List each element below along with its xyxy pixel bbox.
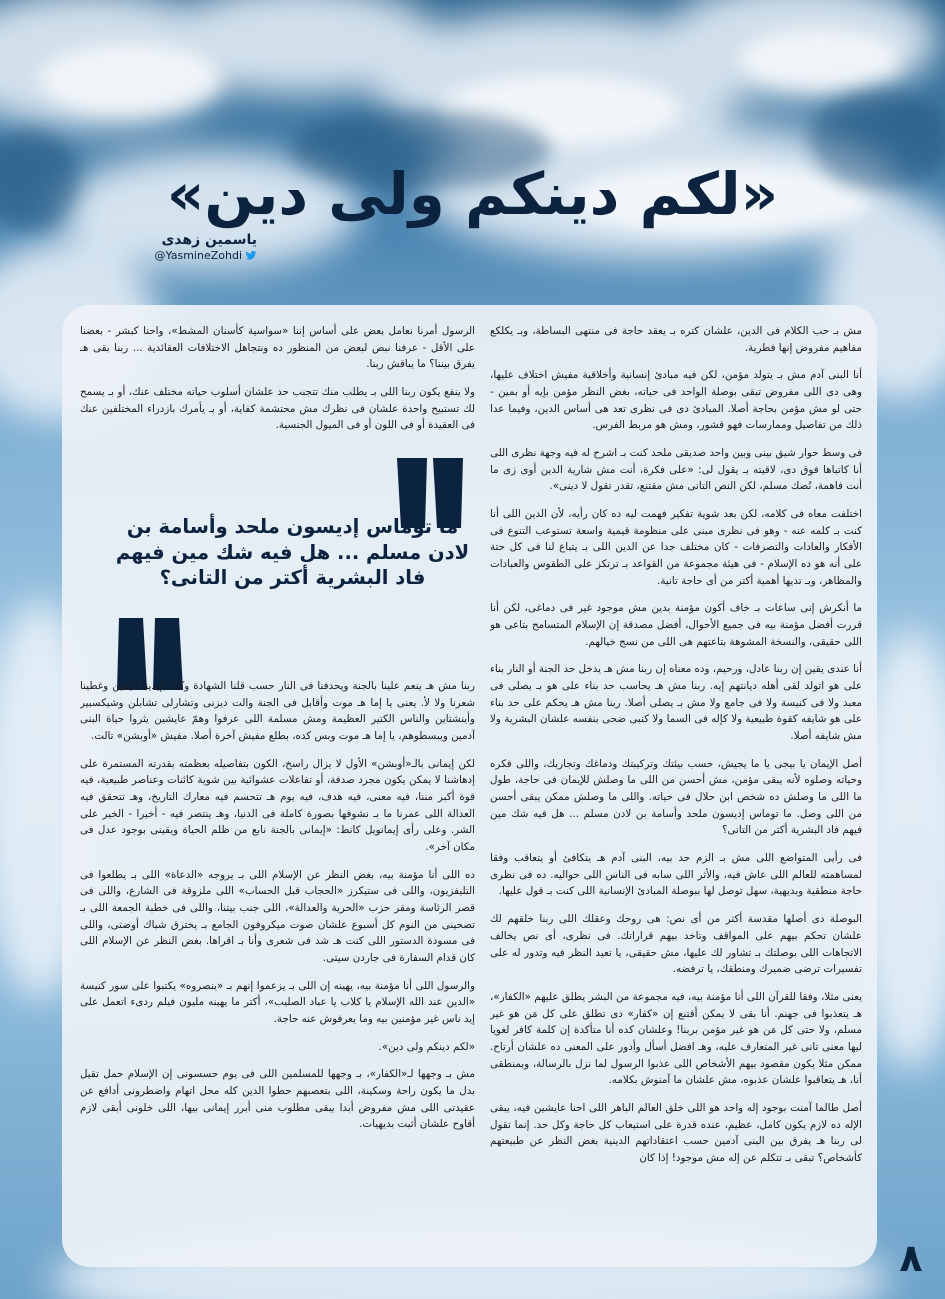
paragraph: فى رأيى المتواضع اللى مش بـ الزم حد بيه، البنى آدم هـ يتكافئ أو يتعاقب وفقا لمساهمته للعالم اللى عاش فيه، والأثر اللى سابه فى الناس اللى حواليه. ده فى نظرى حاجة منطقية وبديهية، سهل توصل لها ببوصلة المبادئ الإنسانية اللى كنت بـ قول عليها. [490, 852, 862, 898]
paragraph: البوصلة دى أصلها مقدسة أكتر من أى نص: هى روحك وعقلك اللى ربنا خلقهم لك علشان تحكم بيهم على المواقف وتاخد بيهم قراراتك. فى نظرى، أى نص يخالف الاتجاهات اللى بوصلتك بـ تشاور لك عليها، مش حقيقى، يا تعيد النظر فيه وتدور له على تفسيرات ترضى ضميرك ومنطقك، يا ترفضه. [490, 913, 862, 976]
paragraph: يعنى مثلا، وفقا للقرآن اللى أنا مؤمنة بيه، فيه مجموعة من البشر يطلق عليهم «الكفار»، هـ يتعذبوا فى جهنم. أنا بقى لا يمكن أقتنع إن «كفار» دى تطلق على كل مَن هو غير مسلم، ولا حتى كل مَن هو غير مؤمن بربنا! وعلشان كده أنا متأكدة إن كلمة كافر لغويا ليها معنى تانى غير المتعارف عليه، وهـ افضل أسأل وأدور على المعنى ده علشان أرتاح. ممكن مثلا يكون مقصود بيهم الأشخاص اللى عذبوا الرسول لما نزل بالرسالة، وبمنطقى أنا، هـ يتعاقبوا علشان عذبوه، مش علشان ما آمنوش بكلامه. [490, 990, 862, 1087]
paragraph: لكن إيمانى بالـ«أوبشن» الأول لا يزال راسخ، الكون بتفاصيله بعظمته بقدرته المستمرة على إدهاشنا لا يمكن يكون مجرد صدفة، أو تفاعلات عشوائية بين شوية كائنات وعناصر طبيعية، فيه قوة أكبر مننا، فيه معنى، فيه هدف، فيه يوم هـ تتحسم فيه معارك التاريخ، وهـ تتحقق فيه العدالة اللى عمرنا ما بـ نشوفها بصورة كاملة فى الدنيا، وهـ ينتصر فيه - أخيرا - الخير على الشر. وعلى رأى إيمانويل كانط: «إيمانى بالجنة نابع من ظلم الحياة ويقينى بوجود عدل فى مكان آخر». [80, 757, 475, 854]
paragraph: أصل الإيمان يا بيجى يا ما يجيش، حسب بيئتك وتركيبتك ودماغك وتجاربك، واللى فكره وحياته وصلوه لأنه يبقى مؤمن، مش أحسن من اللى ما وصلش للإيمان فى حاجة، طول ما اللى ما وصلش ده شخص ابن حلال فى حياته. واللى ما وصلش ممكن يبقى أحسن من اللى وصل. ما توماس إديسون ملحد وأسامة بن لادن مسلم ... هل فيه شك مين فيهم فاد البشرية أكتر من التانى؟ [490, 757, 862, 837]
pull-quote: ما توماس إديسون ملحد وأسامة بن لادن مسلم ... هل فيه شك مين فيهم فاد البشرية أكتر من التانى؟ [115, 515, 470, 590]
author-twitter[interactable] [155, 249, 257, 262]
paragraph: والرسول اللى أنا مؤمنة بيه، يهينه إن اللى بـ يزعموا إنهم بـ «ينصروه» يكتبوا على سور كنيسة «الدين عند الله الإسلام يا كلاب يا عباد الصليب»، أكتر ما يهينه مليون فيلم ردىء اتعمل على إيد ناس غير مؤمنين بيه وما يعرفوش عنه حاجة. [80, 979, 475, 1026]
paragraph: مش بـ وجهها لـ«الكفار»، بـ وجهها للمسلمين اللى فى يوم حسسونى إن الإسلام حمل تقيل بدل ما يكون راحة وسكينة، اللى بتعصبهم حطوا الدين كله محل اتهام واضطرونى أدافع عن عقيدتى اللى مش مفروض أبدا يبقى مطلوب منى أبرر إيمانى بيها، اللى خلونى أبقى لازم أقاوح علشان أثبت بديهيات. [80, 1068, 475, 1131]
paragraph: مش بـ حب الكلام فى الدين، علشان كتره بـ يعقد حاجة فى منتهى البساطة، وبـ يكلكع مفاهيم مفروض إنها فطرية. [490, 325, 862, 354]
paragraph: أصل طالما آمنت بوجود إله واحد هو اللى خلق العالم الباهر اللى احنا عايشين فيه، يبقى الإله ده لازم يكون كامل، عظيم، عنده قدرة على استيعاب كل حاجة وكل حد. إنما تقول لى ربنا هـ يفرق بين البنى آدمين حسب اعتقاداتهم الدينية بغض النظر عن طبيعتهم كأشخاص؟ تبقى بـ تتكلم عن إله مش موجود! إذا كان [490, 1101, 862, 1164]
author-handle[interactable]: @YasmineZohdi [154, 249, 242, 262]
article-column-left-top [80, 323, 475, 448]
closing-quote-icon [115, 600, 185, 690]
article-column-left-bottom [80, 678, 475, 1188]
paragraph: فى وسط حوار شيق بينى وبين واحد صديقى ملحد كنت بـ اشرح له فيه وجهة نظرى اللى أنا كاتباها فوق دى، لاقيته بـ يقول لى: «على فكرة، أنت مش شارية الدين أوى زى ما أنت فاهمة، نُصك مسلم، لكن النص التانى مش مقتنع، تقدر تقول لا دينى». [490, 447, 862, 493]
paragraph: ربنا مش هـ ينعم علينا بالجنة ويحدفنا فى النار حسب قلنا الشهادة وكلنا بإيدينا اليمين وغطينا شعرنا ولا لأ. يعنى يا إما هـ موت وأقابل فى الجنة والت ديزنى وتشارلى تشابلن وشيكسبير وأينشتاين والناس الكتير العظيمة ومش مسلمة اللى عرفوا وهمّ عايشين يثروا حياة البنى آدمين ويبسطوهم، يا إما هـ موت وبس كده، بطلع مفيش آخرة أصلا. مفيش «أوبشن» تالت. [80, 680, 475, 743]
paragraph: أنا البنى آدم مش بـ يتولد مؤمن، لكن فيه مبادئ إنسانية وأخلاقية مفيش اختلاف عليها، وهى دى اللى مفروض تبقى بوصلة الواحد فى حياته، بغض النظر مؤمن بإيه أو بمين - حتى لو مش مؤمن بحاجة أصلا. المبادئ دى فى نظرى تعد هى أساس الدين، وفيما عدا ذلك من تفاصيل وممارسات فهو قشور، ومش هو مربط الفرس. [490, 369, 862, 432]
paragraph: الرسول أمرنا نعامل بعض على أساس إننا «سواسية كأسنان المشط»، واحنا كبشر - بعضنا على الأقل - عرفنا نبص لبعض من المنظور ده ونتجاهل الاختلافات العقائدية ... ربنا بقى هـ يفرق بيننا؟ ما يباقش ربنا. [80, 325, 475, 371]
paragraph: ولا ينفع يكون ربنا اللى بـ يطلب منك تتجنب حد علشان أسلوب حياته مختلف عنك، أو بـ يسمح لك تستبيح واحدة علشان فى نظرك مش محتشمة كفاية، أو بـ يأمرك بازدراء المختلفين عنك فى العقيدة أو فى اللون أو فى الميول الجنسية. [80, 386, 475, 432]
page-number: ٨ [899, 1236, 923, 1280]
article-title: «لكم دينكم ولى دين» [166, 160, 779, 228]
author-name: ياسمين زهدى [161, 232, 257, 248]
paragraph: ما أنكرش إنى ساعات بـ خاف أكون مؤمنة بدين مش موجود غير فى دماغى، لكن أنا قررت أفضل مؤمنة بيه فى جميع الأحوال، أفضل مصدقة إن الإسلام المتسامح بتاعى هو اللى حقيقى، والنسخة المشوهة بتاعتهم هى اللى من نسج خيالهم. [490, 602, 862, 648]
paragraph: أنا عندى يقين إن ربنا عادل، ورحيم، وده معناه إن ربنا مش هـ يدخل حد الجنة أو النار بناء على هو اتولد لقى أهله ديانتهم إيه. ربنا مش هـ يحاسب حد بناء على هو بـ يصلى فى معبد ولا فى كنيسة ولا فى جامع ولا مش بـ يصلى أصلا. ربنا مش هـ يحكم على حد بناء على هو شايفه كقوة طبيعية ولا كإله فى السما ولا كنبى ضحى بنفسه علشان البشرية ولا مش شايفه أصلا. [490, 663, 862, 743]
author-byline [155, 232, 257, 262]
paragraph: اختلفت معاه فى كلامه، لكن بعد شوية تفكير فهمت ليه ده كان رأيه، لأن الدين اللى أنا كنت بـ كلمه عنه - وهو فى نظرى مبنى على منظومة قيمية واسعة تستوعب التنوع فى الأفكار والعادات والتصرفات - كان مختلف جدا عن الدين اللى بـ يتباع لنا فى كل حتة على أنه هو ده الإسلام - فى هيئة مجموعة من القواعد بـ ترتكز على الطقوس والعبادات والمظاهر، وبـ تديها أهمية أكتر من أى حاجة تانية. [490, 508, 862, 587]
twitter-bird-icon [245, 251, 257, 260]
article-column-right [490, 323, 862, 1263]
paragraph: ده اللى أنا مؤمنة بيه، بغض النظر عن الإسلام اللى بـ يروجه «الدعاة» اللى بـ يطلعوا فى التليفزيون، واللى فى ستيكرز «الحجاب قبل الحساب» اللى ملزوقة فى الشارع، واللى فى قصر الرئاسة ومقر حزب «الحرية والعدالة»، اللى جنب بيتنا، واللى فى خطبة الجمعة اللى بـ تصحينى من النوم كل أسبوع علشان صوت ميكروفون الجامع بـ يخترق شباك أوضتى، واللى فى مسودة الدستور اللى كنت هـ شد فى شعرى وأنا بـ اقراها. بغض النظر عن الإسلام اللى كان قدام السفارة فى جاردن سيتى. [80, 868, 475, 965]
paragraph: «لكم دينكم ولى دين». [378, 1040, 475, 1053]
